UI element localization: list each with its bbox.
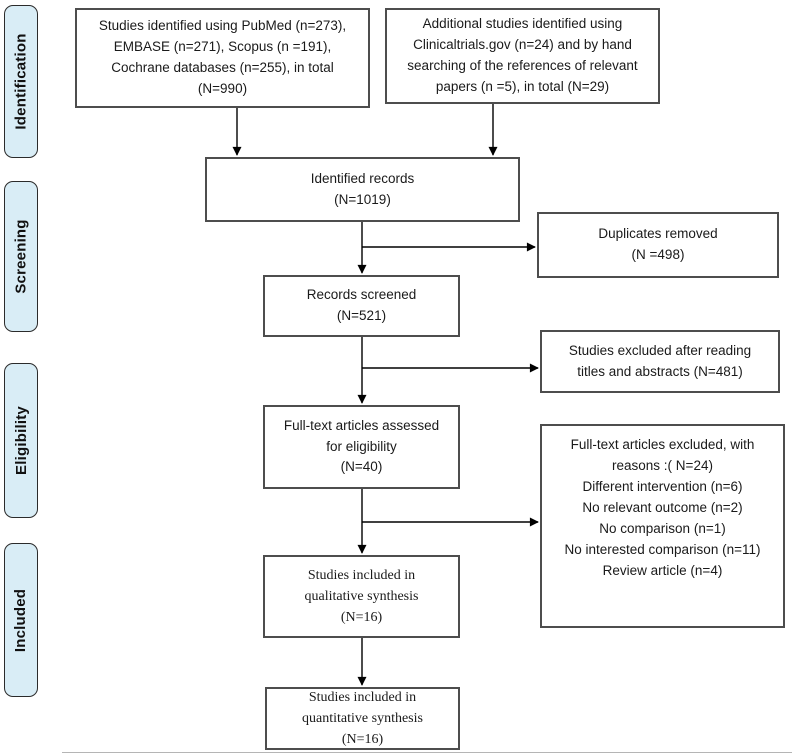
text-line: (N=16) [340,610,383,625]
stage-label-eligibility-text: Eligibility [12,406,30,475]
text-line: Studies identified using PubMed (n=273), [98,18,347,34]
text-line: quantitative synthesis [302,711,423,726]
text-line: (N=990) [197,80,248,96]
box-qualitative-synthesis-text [271,565,452,628]
text-line: for eligibility [326,438,397,454]
box-records-screened [263,275,460,337]
text-line: qualitative synthesis [304,589,419,604]
box-fulltext-assessed [263,405,460,489]
text-line: Duplicates removed [598,226,718,242]
box-duplicates-removed [537,212,779,278]
text-line: Clinicaltrials.gov (n=24) and by hand [413,37,632,53]
text-line: EMBASE (n=271), Scopus (n =191), [113,39,332,55]
text-line: Identified records [310,170,415,186]
text-line: Studies included in [307,568,416,583]
box-sources-databases-text [83,16,362,100]
stage-label-screening [4,181,38,332]
text-line: No interested comparison (n=11) [564,541,761,557]
stage-label-identification-text: Identification [12,33,30,130]
box-sources-databases [75,8,370,108]
box-excluded-titles-abstracts [540,330,780,393]
page-bottom-edge [62,752,792,753]
text-line: No relevant outcome (n=2) [582,499,743,515]
box-excluded-titles-abstracts-text [548,341,772,383]
text-line: No comparison (n=1) [599,520,726,536]
text-line: reasons :( N=24) [612,457,713,473]
text-line: (N=1019) [334,191,391,207]
text-line: Review article (n=4) [602,562,723,578]
box-fulltext-excluded-text [548,435,777,581]
text-line: (N=40) [340,459,383,475]
box-duplicates-removed-text [545,224,771,266]
text-line: Full-text articles assessed [283,417,440,433]
text-line: (N=16) [341,732,384,747]
box-quantitative-synthesis-text [273,687,452,750]
text-line: Cochrane databases (n=255), in total [111,60,334,75]
text-line: Records screened [306,287,417,303]
text-line: papers (n =5), in total (N=29) [435,78,610,94]
stage-label-identification [4,5,38,158]
box-sources-additional [385,8,660,104]
text-line: Full-text articles excluded, with [570,437,755,452]
text-line: Studies included in [308,690,417,705]
text-line: Studies excluded after reading [568,342,752,358]
text-line: Additional studies identified using [422,16,623,32]
box-records-screened-text [271,285,452,327]
box-identified-records [205,157,520,222]
text-line: searching of the references of relevant [407,58,638,73]
box-fulltext-excluded [540,424,785,628]
stage-label-eligibility [4,363,38,518]
box-qualitative-synthesis [263,555,460,638]
text-line: (N =498) [631,247,685,262]
stage-label-screening-text: Screening [12,219,30,294]
stage-label-included [4,543,38,697]
box-identified-records-text [213,169,512,211]
text-line: (N=521) [336,308,387,323]
text-line: titles and abstracts (N=481) [577,363,743,379]
box-sources-additional-text [393,14,652,98]
stage-label-included-text: Included [12,588,30,652]
box-quantitative-synthesis [265,687,460,750]
box-fulltext-assessed-text [271,416,452,479]
text-line: Different intervention (n=6) [582,478,743,494]
